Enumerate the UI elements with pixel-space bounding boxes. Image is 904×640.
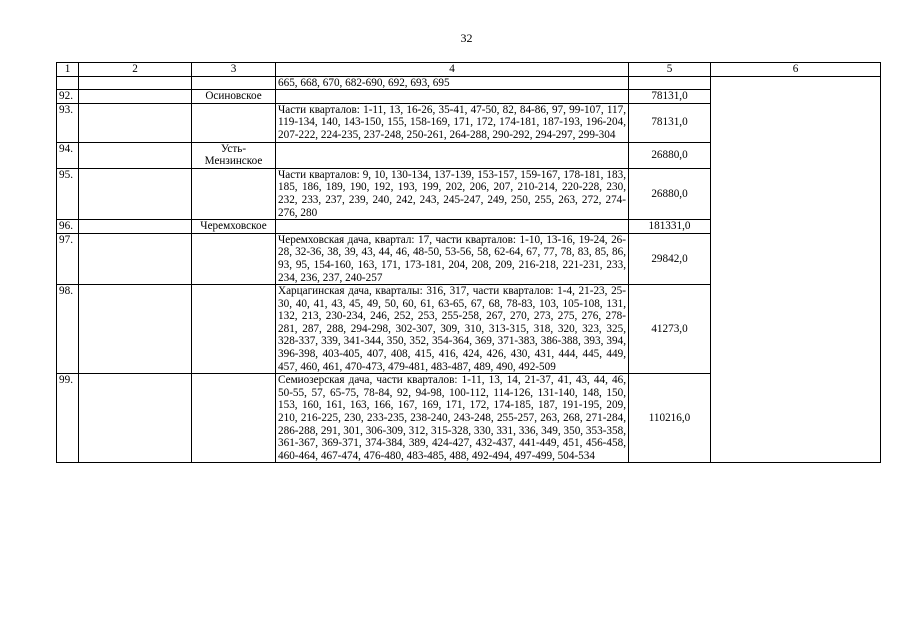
header-col-3: 3 [192, 63, 276, 77]
row-number: 98. [57, 285, 79, 374]
header-col-4: 4 [276, 63, 629, 77]
row-area: 41273,0 [629, 285, 711, 374]
row-quarters [276, 142, 629, 168]
col-6-cell [711, 76, 881, 463]
table-header-row [57, 63, 881, 77]
row-number: 99. [57, 374, 79, 463]
row-settlement [192, 168, 276, 219]
row-area: 110216,0 [629, 374, 711, 463]
row-col-2 [79, 168, 192, 219]
row-col-2 [79, 142, 192, 168]
row-number: 95. [57, 168, 79, 219]
header-col-2: 2 [79, 63, 192, 77]
row-area: 26880,0 [629, 168, 711, 219]
row-quarters [276, 90, 629, 104]
row-area: 29842,0 [629, 233, 711, 284]
row-quarters: Харцагинская дача, кварталы: 316, 317, части кварталов: 1-4, 21-23, 25-30, 40, 41, 43, 45, 49, 50, 60, 61, 63-65, 67, 68, 78-83, 103, 105-108, 131, 132, 213, 230-234, 246, 252, 253, 255-258, 267, 270, 273, 275, 276, 278-281, 287, 288, 294-298, 302-307, 309, 310, 313-315, 318, 320, 323, 325, 328-337, 339, 341-344, 350, 352, 354-364, 369, 371-383, 386-388, 393, 394, 396-398, 403-405, 407, 408, 415, 416, 424, 426, 430, 431, 444, 445, 449, 457, 460, 461, 470-473, 479-481, 483-487, 489, 490, 492-509 [276, 285, 629, 374]
row-settlement [192, 76, 276, 90]
row-area: 78131,0 [629, 90, 711, 104]
page-number: 32 [460, 31, 473, 45]
row-number: 96. [57, 220, 79, 234]
row-area [629, 76, 711, 90]
header-col-1: 1 [57, 63, 79, 77]
row-number [57, 76, 79, 90]
row-area: 181331,0 [629, 220, 711, 234]
row-area: 78131,0 [629, 103, 711, 142]
row-quarters: Части кварталов: 1-11, 13, 16-26, 35-41, 47-50, 82, 84-86, 97, 99-107, 117, 119-134, 140, 143-150, 155, 158-169, 171, 172, 174-181, 187-193, 196-204, 207-222, 224-235, 237-248, 250-261, 264-288, 290-292, 294-297, 299-304 [276, 103, 629, 142]
row-col-2 [79, 374, 192, 463]
table-row [57, 76, 881, 90]
row-quarters: 665, 668, 670, 682-690, 692, 693, 695 [276, 76, 629, 90]
row-col-2 [79, 90, 192, 104]
row-quarters: Черемховская дача, квартал: 17, части кварталов: 1-10, 13-16, 19-24, 26-28, 32-36, 38, 39, 43, 44, 46, 48-50, 53-56, 58, 62-64, 67, 77, 78, 83, 85, 86, 93, 95, 154-160, 163, 171, 173-181, 204, 208, 209, 216-218, 221-231, 233, 234, 236, 237, 240-257 [276, 233, 629, 284]
row-settlement: Осиновское [192, 90, 276, 104]
row-settlement [192, 285, 276, 374]
row-number: 97. [57, 233, 79, 284]
row-quarters: Семиозерская дача, части кварталов: 1-11, 13, 14, 21-37, 41, 43, 44, 46, 50-55, 57, 65-75, 78-84, 92, 94-98, 100-112, 114-126, 131-140, 148, 150, 153, 160, 161, 163, 166, 167, 169, 171, 172, 174-185, 187, 191-195, 209, 210, 216-225, 230, 233-235, 238-240, 243-248, 255-257, 263, 268, 271-284, 286-288, 291, 301, 306-309, 312, 315-328, 330, 331, 336, 349, 350, 353-358, 361-367, 369-371, 374-384, 389, 424-427, 432-437, 441-449, 451, 456-458, 460-464, 467-474, 476-480, 483-485, 488, 492-494, 497-499, 504-534 [276, 374, 629, 463]
header-col-5: 5 [629, 63, 711, 77]
row-col-2 [79, 76, 192, 90]
row-number: 93. [57, 103, 79, 142]
row-settlement [192, 233, 276, 284]
forest-quarters-table [56, 62, 881, 463]
row-settlement: Черемховское [192, 220, 276, 234]
row-number: 92. [57, 90, 79, 104]
row-number: 94. [57, 142, 79, 168]
row-col-2 [79, 103, 192, 142]
row-settlement: Усть-Мензинское [192, 142, 276, 168]
row-settlement [192, 374, 276, 463]
row-col-2 [79, 233, 192, 284]
header-col-6: 6 [711, 63, 881, 77]
row-col-2 [79, 285, 192, 374]
row-settlement [192, 103, 276, 142]
row-quarters [276, 220, 629, 234]
row-col-2 [79, 220, 192, 234]
row-area: 26880,0 [629, 142, 711, 168]
row-quarters: Части кварталов: 9, 10, 130-134, 137-139, 153-157, 159-167, 178-181, 183, 185, 186, 189, 190, 192, 193, 199, 202, 206, 207, 210-214, 220-228, 230, 232, 233, 237, 239, 240, 242, 243, 245-247, 249, 250, 255, 263, 272, 274-276, 280 [276, 168, 629, 219]
